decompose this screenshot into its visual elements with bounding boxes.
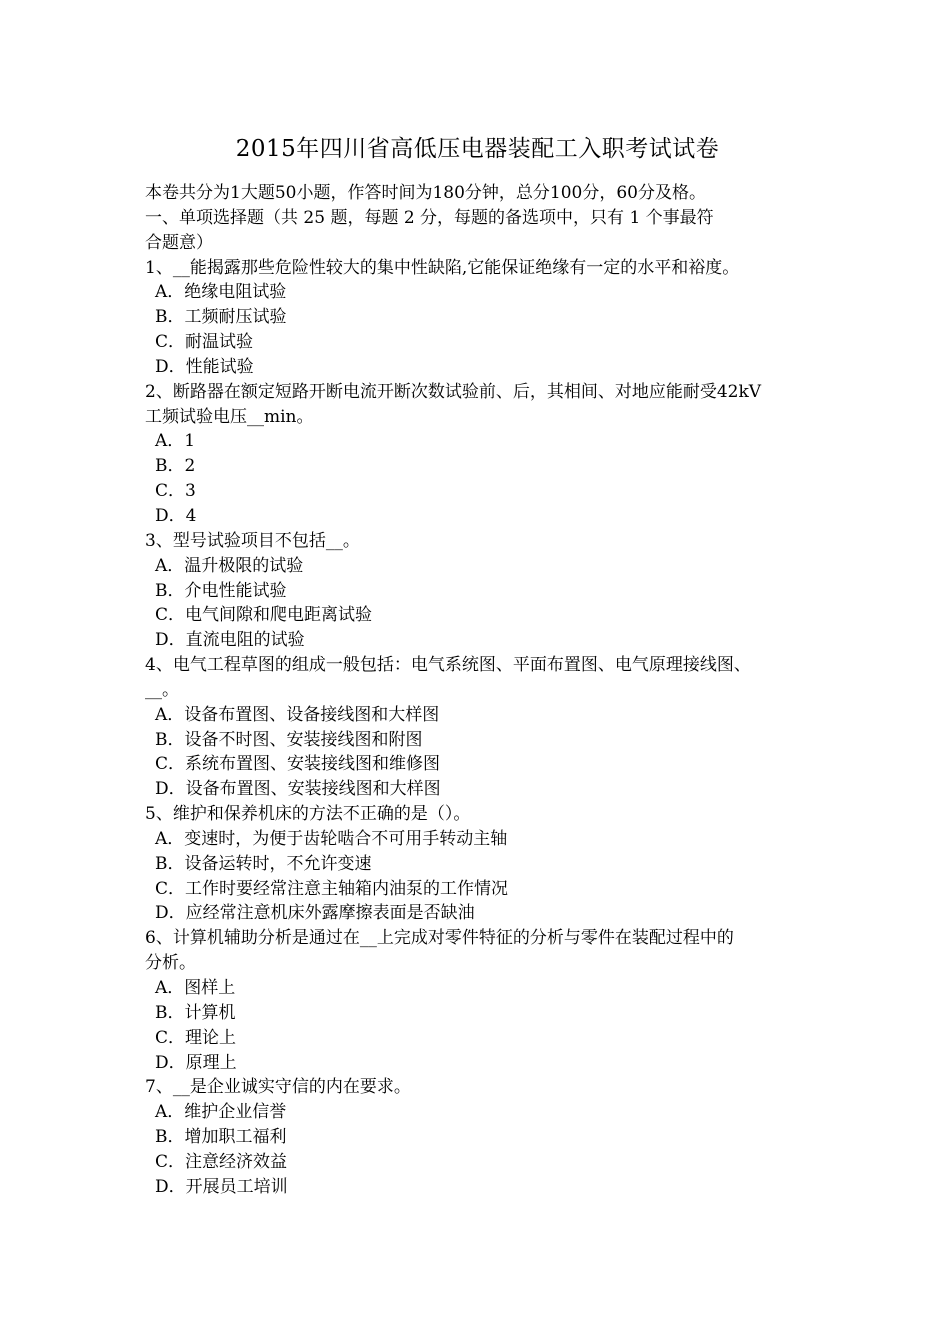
question-5-stem: 5、维护和保养机床的方法不正确的是（）。 bbox=[145, 804, 471, 825]
section-heading-line-1: 一、单项选择题（共 25 题，每题 2 分，每题的备选项中，只有 1 个事最符 bbox=[145, 207, 714, 228]
question-2-option-c: C．3 bbox=[155, 481, 196, 502]
question-4-option-a: A．设备布置图、设备接线图和大样图 bbox=[155, 704, 440, 725]
question-3 bbox=[145, 529, 810, 653]
question-6-option-b: B．计算机 bbox=[155, 1002, 236, 1023]
question-7 bbox=[145, 1075, 810, 1199]
question-3-stem: 3、型号试验项目不包括__。 bbox=[145, 530, 360, 551]
question-4 bbox=[145, 653, 810, 802]
question-4-option-c: C．系统布置图、安装接线图和维修图 bbox=[155, 754, 441, 775]
question-5-option-d: D．应经常注意机床外露摩擦表面是否缺油 bbox=[155, 903, 475, 924]
question-6-option-d: D．原理上 bbox=[155, 1052, 237, 1073]
question-2-option-a: A．1 bbox=[155, 431, 196, 452]
question-2-stem-line-1: 2、断路器在额定短路开断电流开断次数试验前、后，其相间、对地应能耐受42kV bbox=[145, 381, 762, 402]
question-7-option-a: A．维护企业信誉 bbox=[155, 1102, 287, 1123]
question-1-option-c: C．耐温试验 bbox=[155, 332, 254, 353]
question-2-stem-line-2: 工频试验电压__min。 bbox=[145, 406, 314, 427]
question-4-stem-line-2: __。 bbox=[145, 679, 179, 700]
exam-page bbox=[145, 132, 810, 1200]
question-1-stem: 1、__能揭露那些危险性较大的集中性缺陷,它能保证绝缘有一定的水平和裕度。 bbox=[145, 257, 740, 278]
question-5-option-b: B．设备运转时，不允许变速 bbox=[155, 853, 372, 874]
question-6-stem-line-1: 6、计算机辅助分析是通过在__上完成对零件特征的分析与零件在装配过程中的 bbox=[145, 928, 734, 949]
question-6-option-a: A．图样上 bbox=[155, 978, 236, 998]
question-5-option-a: A．变速时，为便于齿轮啮合不可用手转动主轴 bbox=[155, 828, 508, 849]
question-3-option-a: A．温升极限的试验 bbox=[155, 555, 304, 576]
question-7-option-d: D．开展员工培训 bbox=[155, 1176, 288, 1197]
question-1-option-b: B．工频耐压试验 bbox=[155, 307, 287, 328]
question-2 bbox=[145, 380, 810, 529]
question-1 bbox=[145, 256, 810, 380]
section-heading-line-2: 合题意） bbox=[145, 232, 213, 253]
exam-intro: 本卷共分为1大题50小题，作答时间为180分钟，总分100分，60分及格。 bbox=[145, 183, 706, 203]
question-7-option-b: B．增加职工福利 bbox=[155, 1127, 287, 1148]
question-6-stem-line-2: 分析。 bbox=[145, 953, 196, 974]
exam-title: 2015年四川省高低压电器装配工入职考试试卷 bbox=[235, 136, 720, 162]
question-6 bbox=[145, 926, 810, 1075]
question-1-option-d: D．性能试验 bbox=[155, 356, 254, 377]
question-7-stem: 7、__是企业诚实守信的内在要求。 bbox=[145, 1077, 411, 1098]
question-3-option-d: D．直流电阻的试验 bbox=[155, 630, 305, 651]
question-5 bbox=[145, 802, 810, 926]
question-3-option-b: B．介电性能试验 bbox=[155, 580, 287, 601]
question-4-option-d: D．设备布置图、安装接线图和大样图 bbox=[155, 779, 441, 800]
question-7-option-c: C．注意经济效益 bbox=[155, 1151, 288, 1172]
question-6-option-c: C．理论上 bbox=[155, 1027, 237, 1048]
question-2-option-b: B．2 bbox=[155, 456, 196, 477]
question-4-stem-line-1: 4、电气工程草图的组成一般包括：电气系统图、平面布置图、电气原理接线图、 bbox=[145, 655, 751, 676]
question-2-option-d: D．4 bbox=[155, 505, 197, 526]
question-4-option-b: B．设备不时图、安装接线图和附图 bbox=[155, 729, 423, 750]
question-3-option-c: C．电气间隙和爬电距离试验 bbox=[155, 605, 373, 626]
question-5-option-c: C．工作时要经常注意主轴箱内油泵的工作情况 bbox=[155, 878, 509, 899]
question-1-option-a: A．绝缘电阻试验 bbox=[155, 282, 287, 303]
